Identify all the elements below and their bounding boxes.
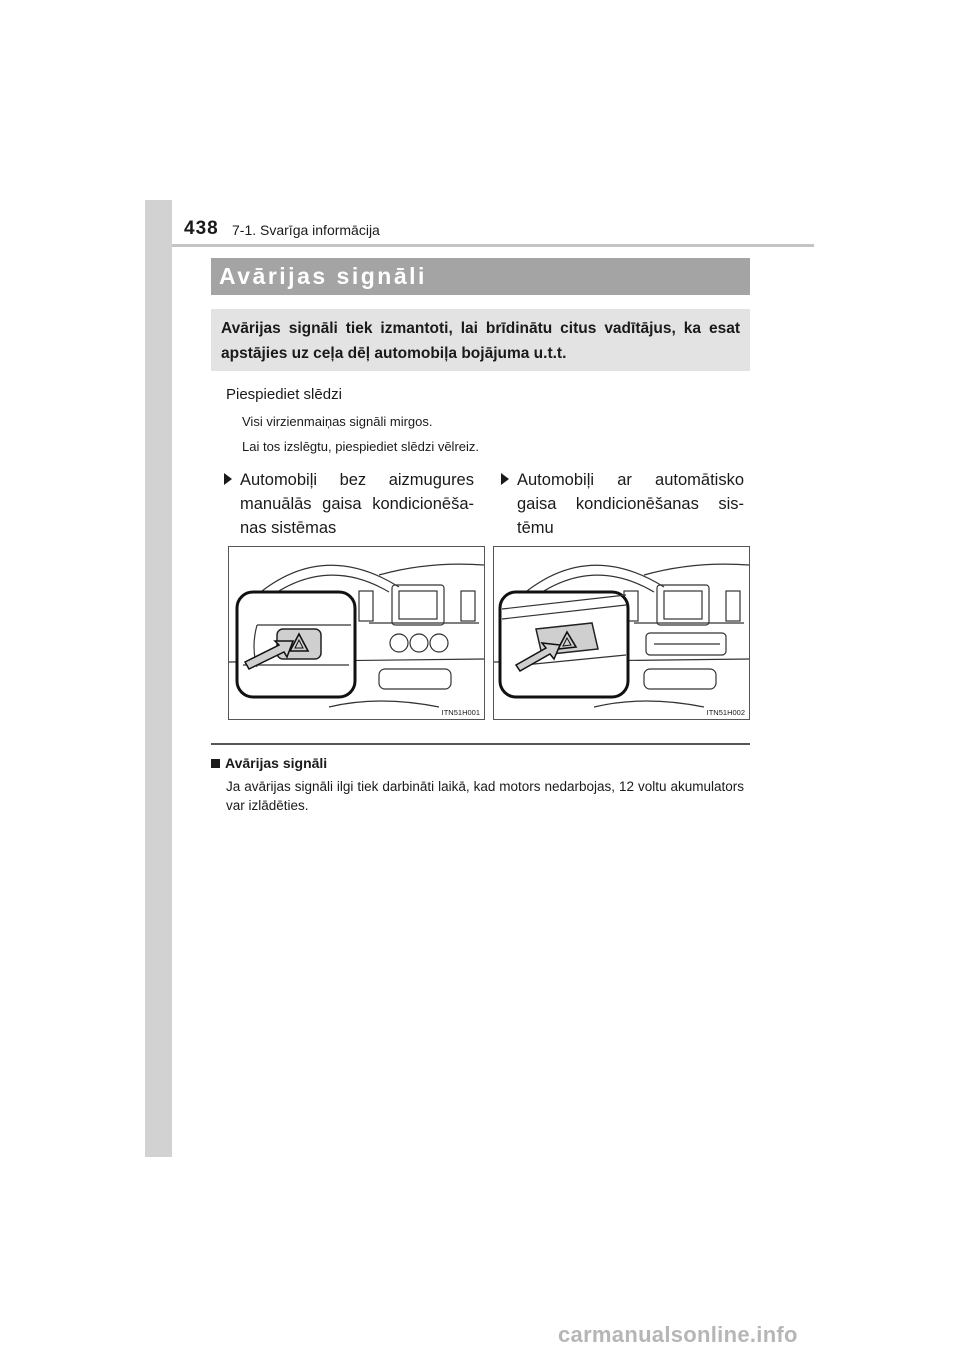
figure-code: ITN51H002 — [706, 708, 745, 717]
page-number: 438 — [184, 218, 219, 239]
variant-text: Automobiļi ar automātisko gaisa kondicionēšanas sis- tēmu — [517, 471, 744, 537]
triangle-bullet-icon — [501, 473, 509, 485]
instruction-note: Lai tos izslēgtu, piespiediet slēdzi vēlreiz. — [242, 439, 480, 454]
section-divider — [211, 743, 750, 745]
note-heading-text: Avārijas signāli — [225, 755, 328, 771]
figure-left — [228, 546, 485, 720]
instruction-step: Piespiediet slēdzi — [226, 386, 342, 403]
variant-text: Automobiļi bez aizmugures manuālās gaisa kondicionēša- nas sistēmas — [240, 471, 474, 537]
dashboard-illustration — [494, 547, 750, 720]
figure-right — [493, 546, 750, 720]
watermark-logo: carmanualsonline.info — [558, 1322, 798, 1347]
figure-code: ITN51H001 — [441, 708, 480, 717]
variant-label-right — [501, 468, 744, 540]
variant-label-left — [224, 468, 474, 540]
triangle-bullet-icon — [224, 473, 232, 485]
section-label: 7-1. Svarīga informācija — [232, 222, 380, 238]
dashboard-illustration — [229, 547, 485, 720]
side-tab-bar — [145, 200, 172, 1157]
note-body: Ja avārijas signāli ilgi tiek darbināti laikā, kad motors nedarbojas, 12 voltu akumulators var izlādēties. — [226, 779, 744, 813]
instruction-note: Visi virzienmaiņas signāli mirgos. — [242, 414, 433, 429]
square-bullet-icon — [211, 759, 220, 768]
note-heading — [211, 755, 327, 771]
intro-summary: Avārijas signāli tiek izmantoti, lai brīdinātu citus vadītājus, ka esat apstājies uz ceļa dēļ automobiļa bojājuma u.t.t. — [211, 309, 750, 371]
header-divider — [172, 244, 814, 247]
page-title: Avārijas signāli — [211, 258, 750, 295]
